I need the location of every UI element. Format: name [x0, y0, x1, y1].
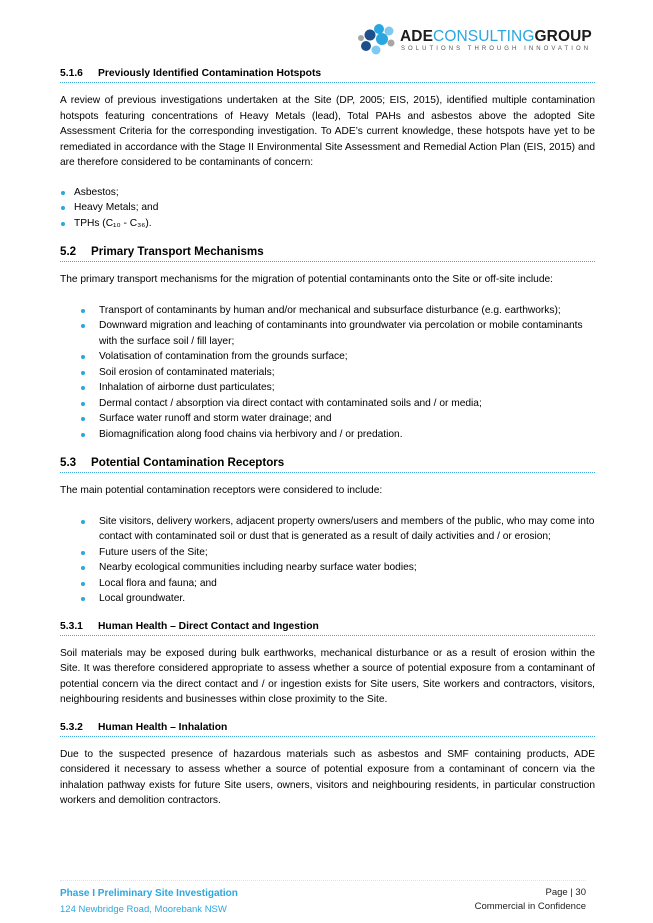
- list-item: [80, 380, 595, 396]
- list-item: [80, 303, 595, 319]
- list-item: [80, 396, 595, 412]
- logo-wordmark: [400, 29, 592, 45]
- list-item-text: Transport of contaminants by human and/or mechanical and subsurface disturbance (e.g. earthworks);: [99, 304, 561, 316]
- company-logo: [356, 22, 596, 60]
- footer-page-number: Page | 30: [545, 887, 586, 898]
- heading-title: Human Health – Inhalation: [98, 721, 228, 733]
- list-item: [80, 427, 595, 443]
- bullet-icon: [81, 520, 85, 524]
- list-item: [80, 514, 595, 545]
- list-item-text: Heavy Metals; and: [74, 202, 159, 213]
- list-item-text: Volatisation of contamination from the grounds surface;: [99, 351, 348, 362]
- list-item: [80, 411, 595, 427]
- bullet-icon: [81, 433, 85, 437]
- list-item: [60, 216, 595, 232]
- heading-title: Potential Contamination Receptors: [91, 456, 285, 469]
- heading-number: 5.2: [60, 245, 77, 258]
- heading-5-3-2: [60, 722, 595, 737]
- logo-word-group: GROUP: [534, 28, 592, 45]
- heading-title: Primary Transport Mechanisms: [91, 245, 264, 258]
- list-item-text: Soil erosion of contaminated materials;: [99, 366, 275, 378]
- list-item: [80, 591, 595, 607]
- bullet-icon: [81, 309, 85, 313]
- heading-title: Human Health – Direct Contact and Ingestion: [98, 620, 319, 632]
- paragraph-transport-intro: The primary transport mechanisms for the migration of potential contaminants onto the Site or off-site include:: [60, 274, 554, 285]
- heading-5-1-6: [60, 68, 595, 83]
- bullet-icon: [81, 355, 85, 359]
- paragraph-hotspots: A review of previous investigations undertaken at the Site (DP, 2005; EIS, 2015), identified multiple contamination hotspots featuring concentrations of Heavy Metals (lead), Total PAHs and asbestos above the adopted Site Assessment Criteria for the corresponding investigation. To ADE’s current knowledge, these hotspots have yet to be remediated in accordance with the Stage II Environmental Site Assessment and Remedial Action Plan (EIS, 2015) and are therefore considered to be contaminants of concern:: [60, 95, 595, 168]
- heading-5-3: [60, 456, 595, 473]
- heading-number: 5.3: [60, 456, 77, 469]
- list-item: [80, 545, 595, 561]
- list-item-text: Local flora and fauna; and: [99, 577, 217, 589]
- bullet-icon: [61, 222, 65, 226]
- page-content: [60, 68, 595, 809]
- list-item-text: Surface water runoff and storm water drainage; and: [99, 413, 332, 424]
- footer-document-title: Phase I Preliminary Site Investigation: [60, 888, 238, 899]
- list-item-text: Downward migration and leaching of contaminants into groundwater via percolation or mobile contaminants with the surface soil / fill layer;: [99, 320, 583, 347]
- list-item: [80, 318, 595, 349]
- logo-word-ade: ADE: [400, 28, 434, 45]
- heading-number: 5.1.6: [60, 68, 83, 79]
- bullet-icon: [81, 324, 85, 328]
- list-item: [80, 349, 595, 365]
- paragraph-inhalation: Due to the suspected presence of hazardous materials such as asbestos and SMF containing products, ADE considered it necessary to assess whether a source of potential exposure from a contaminant of concern via the inhalation pathway exists for future Site users, owners, visitors and neighbouring residents, in particular construction workers and demolition contractors.: [60, 748, 595, 806]
- bullet-icon: [81, 371, 85, 375]
- paragraph-direct-contact: Soil materials may be exposed during bulk earthworks, mechanical disturbance or as a result of erosion within the Site. It was therefore considered appropriate to assess whether a source of potential exposure from a contaminant of potential concern via the direct contact and / or ingestion exists for Site users, Site workers and contractors, visitors, neighbouring residents and businesses within close proximity to the Site.: [60, 647, 595, 705]
- list-item-text: Biomagnification along food chains via herbivory and / or predation.: [99, 428, 403, 440]
- bullet-icon: [81, 551, 85, 555]
- list-item-text: Future users of the Site;: [99, 546, 208, 558]
- footer-confidentiality: Commercial in Confidence: [474, 901, 586, 912]
- bullet-icon: [81, 386, 85, 390]
- list-item: [80, 560, 595, 576]
- list-item: [80, 576, 595, 592]
- list-contaminants-of-concern: [60, 185, 595, 232]
- list-item-text: Dermal contact / absorption via direct contact with contaminated soils and / or media;: [99, 397, 482, 409]
- list-item-text: Local groundwater.: [99, 593, 186, 604]
- bullet-icon: [81, 597, 85, 601]
- heading-5-3-1: [60, 621, 595, 636]
- list-contamination-receptors: [80, 514, 595, 607]
- list-transport-mechanisms: [80, 303, 595, 443]
- logo-mark-icon: [356, 22, 398, 58]
- bullet-icon: [81, 417, 85, 421]
- list-item-text: Nearby ecological communities including nearby surface water bodies;: [99, 562, 417, 573]
- footer-divider: [60, 880, 586, 881]
- list-item-text: Asbestos;: [74, 186, 119, 198]
- list-item-text: Site visitors, delivery workers, adjacent property owners/users and members of the public, who may come into contact with contaminated soil or dust that is generated as a result of daily activities and / or erosion;: [99, 515, 595, 542]
- footer-address: 124 Newbridge Road, Moorebank NSW: [60, 904, 227, 915]
- list-item: [80, 365, 595, 381]
- bullet-icon: [61, 191, 65, 195]
- paragraph-receptors-intro: The main potential contamination receptors were considered to include:: [60, 485, 383, 496]
- bullet-icon: [81, 402, 85, 406]
- heading-number: 5.3.2: [60, 721, 83, 733]
- logo-tagline: SOLUTIONS THROUGH INNOVATION: [401, 46, 592, 52]
- logo-word-consulting: CONSULTING: [433, 28, 535, 45]
- bullet-icon: [81, 566, 85, 570]
- heading-title: Previously Identified Contamination Hotspots: [98, 68, 322, 79]
- list-item-text: TPHs (C₁₀ - C₃₆).: [74, 217, 152, 229]
- bullet-icon: [61, 206, 65, 210]
- heading-5-2: [60, 245, 595, 262]
- page-footer: [60, 880, 586, 920]
- list-item: [60, 200, 595, 216]
- heading-number: 5.3.1: [60, 620, 83, 632]
- list-item-text: Inhalation of airborne dust particulates;: [99, 382, 275, 393]
- bullet-icon: [81, 582, 85, 586]
- list-item: [60, 185, 595, 201]
